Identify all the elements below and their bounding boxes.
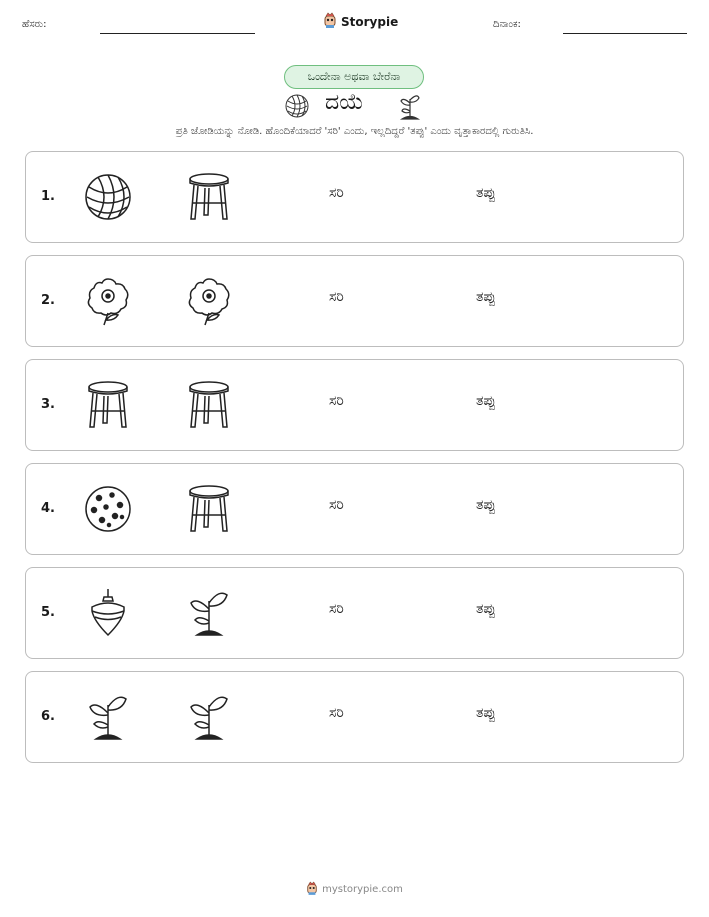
answer-wrong[interactable]: ತಪ್ಪು <box>476 185 496 201</box>
question-number: 2. <box>41 293 55 308</box>
footer <box>0 880 709 899</box>
brand-name: Storypie <box>341 15 399 29</box>
question-number: 5. <box>41 605 55 620</box>
stool-icon <box>183 483 235 535</box>
question-card <box>25 671 684 763</box>
sprout-icon <box>82 691 134 743</box>
name-label: ಹೆಸರು: <box>22 19 47 30</box>
date-write-line[interactable] <box>563 33 687 34</box>
storypie-mascot-icon <box>306 880 318 899</box>
worksheet-title: ದಯೆ <box>325 90 364 115</box>
sprout-icon <box>183 691 235 743</box>
answer-correct[interactable]: ಸರಿ <box>329 289 344 305</box>
sprout-icon <box>183 587 235 639</box>
yarn-ball-icon <box>284 93 310 123</box>
question-card <box>25 151 684 243</box>
worksheet-tag: ಒಂದೇನಾ ಅಥವಾ ಬೇರೆನಾ <box>284 65 424 89</box>
answer-correct[interactable]: ಸರಿ <box>329 185 344 201</box>
storypie-mascot-icon <box>323 12 337 32</box>
name-write-line[interactable] <box>100 33 255 34</box>
question-card <box>25 567 684 659</box>
stool-icon <box>183 379 235 431</box>
question-number: 1. <box>41 189 55 204</box>
worksheet-header <box>0 0 709 50</box>
answer-wrong[interactable]: ತಪ್ಪು <box>476 497 496 513</box>
answer-correct[interactable]: ಸರಿ <box>329 497 344 513</box>
answer-wrong[interactable]: ತಪ್ಪು <box>476 393 496 409</box>
question-card <box>25 255 684 347</box>
cookie-icon <box>82 483 134 535</box>
spinning-top-icon <box>82 587 134 639</box>
date-label: ದಿನಾಂಕ: <box>493 19 521 30</box>
answer-wrong[interactable]: ತಪ್ಪು <box>476 289 496 305</box>
sprout-icon <box>398 91 422 125</box>
answer-correct[interactable]: ಸರಿ <box>329 705 344 721</box>
yarn-ball-icon <box>82 171 134 223</box>
footer-site-link[interactable]: mystorypie.com <box>322 884 403 895</box>
question-number: 3. <box>41 397 55 412</box>
stool-icon <box>82 379 134 431</box>
answer-wrong[interactable]: ತಪ್ಪು <box>476 601 496 617</box>
answer-wrong[interactable]: ತಪ್ಪು <box>476 705 496 721</box>
question-number: 6. <box>41 709 55 724</box>
question-card <box>25 463 684 555</box>
question-number: 4. <box>41 501 55 516</box>
flower-icon <box>82 275 134 327</box>
question-card <box>25 359 684 451</box>
flower-icon <box>183 275 235 327</box>
answer-correct[interactable]: ಸರಿ <box>329 601 344 617</box>
stool-icon <box>183 171 235 223</box>
brand-logo <box>323 12 398 32</box>
answer-correct[interactable]: ಸರಿ <box>329 393 344 409</box>
title-row <box>0 90 709 122</box>
instructions: ಪ್ರತಿ ಜೋಡಿಯನ್ನು ನೋಡಿ. ಹೊಂದಿಕೆಯಾದರೆ 'ಸರಿ' ಎಂದು, ಇಲ್ಲದಿದ್ದರೆ 'ತಪ್ಪು' ಎಂದು ವೃತ್ತಾಕಾರದಲ್ಲಿ ಗುರುತಿಸಿ. <box>175 126 534 137</box>
